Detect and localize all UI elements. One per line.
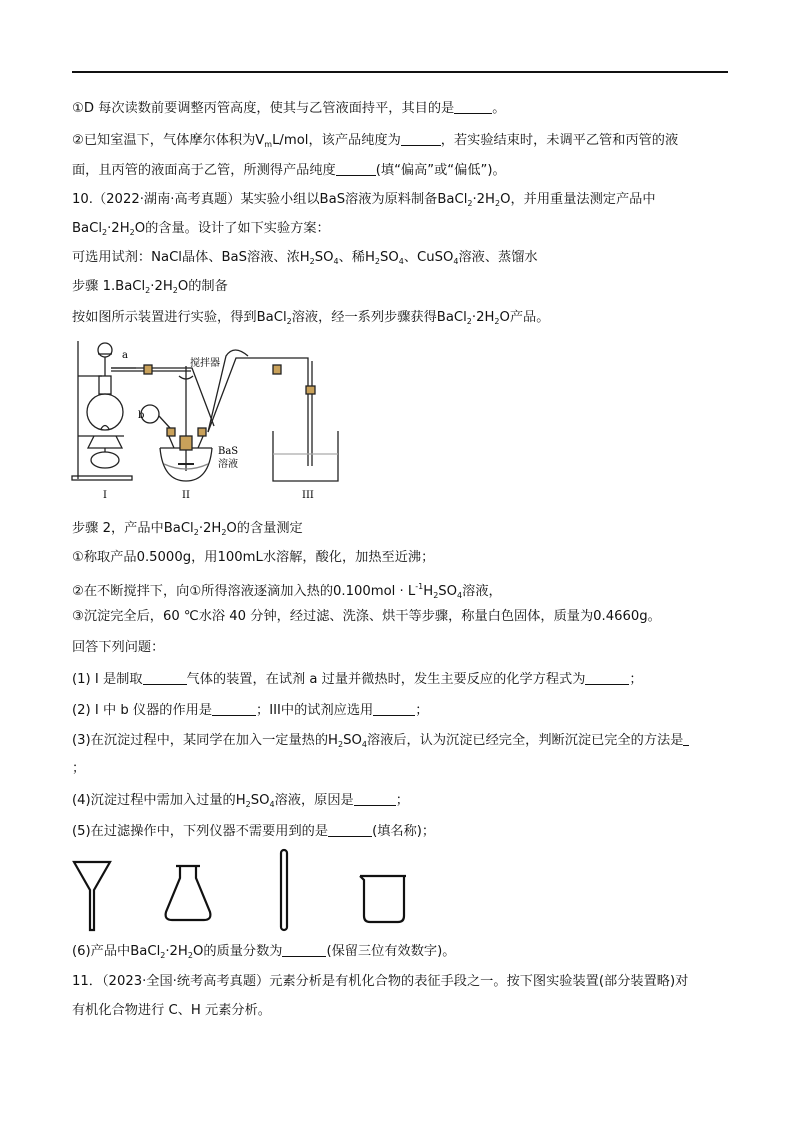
svg-text:I: I bbox=[103, 490, 107, 501]
answer-blank[interactable] bbox=[336, 161, 376, 176]
q11-line-2: 有机化合物进行 C、H 元素分析。 bbox=[72, 1003, 271, 1018]
q10-step2-title: 步骤 2，产品中$BaCl_2\cdot 2H_2O$的含量测定 bbox=[72, 521, 303, 537]
apparatus-figure bbox=[68, 336, 508, 506]
alcohol-lamp bbox=[91, 452, 119, 468]
round-flask bbox=[87, 394, 123, 430]
q10-part-5: (5)在过滤操作中，下列仪器不需要用到的是 (填名称)； bbox=[72, 824, 436, 839]
svg-text:III: III bbox=[302, 490, 314, 501]
q10-step2-2: ②在不断搅拌下，向①所得溶液逐滴加入热的$0.100mol \cdot L^{-1}H_2SO_4$溶液， bbox=[72, 582, 502, 600]
svg-text:a: a bbox=[122, 350, 128, 361]
answer-blank[interactable] bbox=[401, 131, 441, 146]
header-rule bbox=[72, 71, 728, 73]
svg-text:II: II bbox=[182, 490, 190, 501]
q10-step2-3: ③沉淀完全后，60 ℃水浴 40 分钟，经过滤、洗涤、烘干等步骤，称量白色固体，质量为0.4660g。 bbox=[72, 609, 661, 624]
q10-part-2: (2) Ⅰ 中 b 仪器的作用是 ；III中的试剂应选用 ； bbox=[72, 703, 429, 718]
q10-part-6: (6)产品中$BaCl_2\cdot 2H_2O$的质量分数为 (保留三位有效数字)。 bbox=[72, 944, 456, 960]
q10-part-1: (1) Ⅰ 是制取 气体的装置，在试剂 a 过量并微热时，发生主要反应的化学方程式为 ； bbox=[72, 672, 643, 687]
q10-step2-1: ①称取产品0.5000g，用100mL水溶解，酸化，加热至近沸； bbox=[72, 550, 435, 565]
q10-part-4: (4)沉淀过程中需加入过量的$H_2SO_4$溶液，原因是 ； bbox=[72, 793, 409, 809]
q11-line-1: 11．（2023·全国·统考高考真题）元素分析是有机化合物的表征手段之一。按下图实验装置(部分装置略)对 bbox=[72, 974, 689, 989]
q10-step1-desc: 按如图所示装置进行实验，得到BaCl$_2$溶液，经一系列步骤获得$BaCl_2\cdot 2H_2O$产品。 bbox=[72, 310, 550, 326]
answer-blank[interactable] bbox=[212, 701, 256, 716]
answer-blank[interactable] bbox=[143, 670, 187, 685]
instruments-figure bbox=[68, 848, 428, 932]
svg-text:b: b bbox=[138, 410, 145, 421]
answer-blank[interactable] bbox=[373, 701, 415, 716]
svg-text:搅拌器: 搅拌器 bbox=[190, 358, 220, 369]
q10-reagents: 可选用试剂：NaCl晶体、BaS溶液、浓$H_2SO_4$、稀$H_2SO_4$、CuSO$_4$溶液、蒸馏水 bbox=[72, 250, 538, 266]
answer-blank[interactable] bbox=[454, 99, 492, 114]
beaker-icon bbox=[360, 876, 404, 922]
q10-part-3-tail: ； bbox=[72, 761, 86, 776]
answer-blank[interactable] bbox=[683, 731, 689, 746]
q9-item-1: ①D 每次读数前要调整丙管高度，使其与乙管液面持平，其目的是 。 bbox=[72, 101, 506, 116]
glass-rod-icon bbox=[281, 850, 287, 930]
q10-part-3: (3)在沉淀过程中，某同学在加入一定量热的$H_2SO_4$溶液后，认为沉淀已经完全，判断沉淀已完全的方法是 bbox=[72, 731, 732, 754]
answer-blank[interactable] bbox=[585, 670, 629, 685]
conical-flask-icon bbox=[166, 866, 211, 920]
answer-blank[interactable] bbox=[354, 791, 396, 806]
burner-stand bbox=[88, 436, 122, 448]
answer-intro: 回答下列问题： bbox=[72, 640, 165, 655]
q10-step1-title: 步骤 $1.BaCl_2\cdot 2H_2O$的制备 bbox=[72, 279, 228, 295]
beaker-III bbox=[273, 431, 338, 481]
q9-item-2-cont: 面，且丙管的液面高于乙管，所测得产品纯度 (填“偏高”或“偏低”)。 bbox=[72, 163, 506, 178]
dropping-funnel bbox=[98, 343, 112, 357]
svg-text:BaS: BaS bbox=[218, 446, 239, 457]
answer-blank[interactable] bbox=[328, 822, 372, 837]
svg-text:溶液: 溶液 bbox=[218, 459, 238, 470]
q10-header-cont: $BaCl_2\cdot 2H_2O$的含量。设计了如下实验方案： bbox=[72, 221, 330, 237]
stand-base bbox=[72, 476, 132, 480]
q10-header: 10.（2022·湖南·高考真题）某实验小组以BaS溶液为原料制备$BaCl_2\cdot 2H_2O$，并用重量法测定产品中 bbox=[72, 192, 656, 208]
q9-item-2: ②已知室温下，气体摩尔体积为$V_mL$/mol，该产品纯度为 ，若实验结束时，未调平乙管和丙管的液 bbox=[72, 133, 679, 149]
funnel-icon bbox=[74, 862, 110, 930]
answer-blank[interactable] bbox=[282, 942, 326, 957]
